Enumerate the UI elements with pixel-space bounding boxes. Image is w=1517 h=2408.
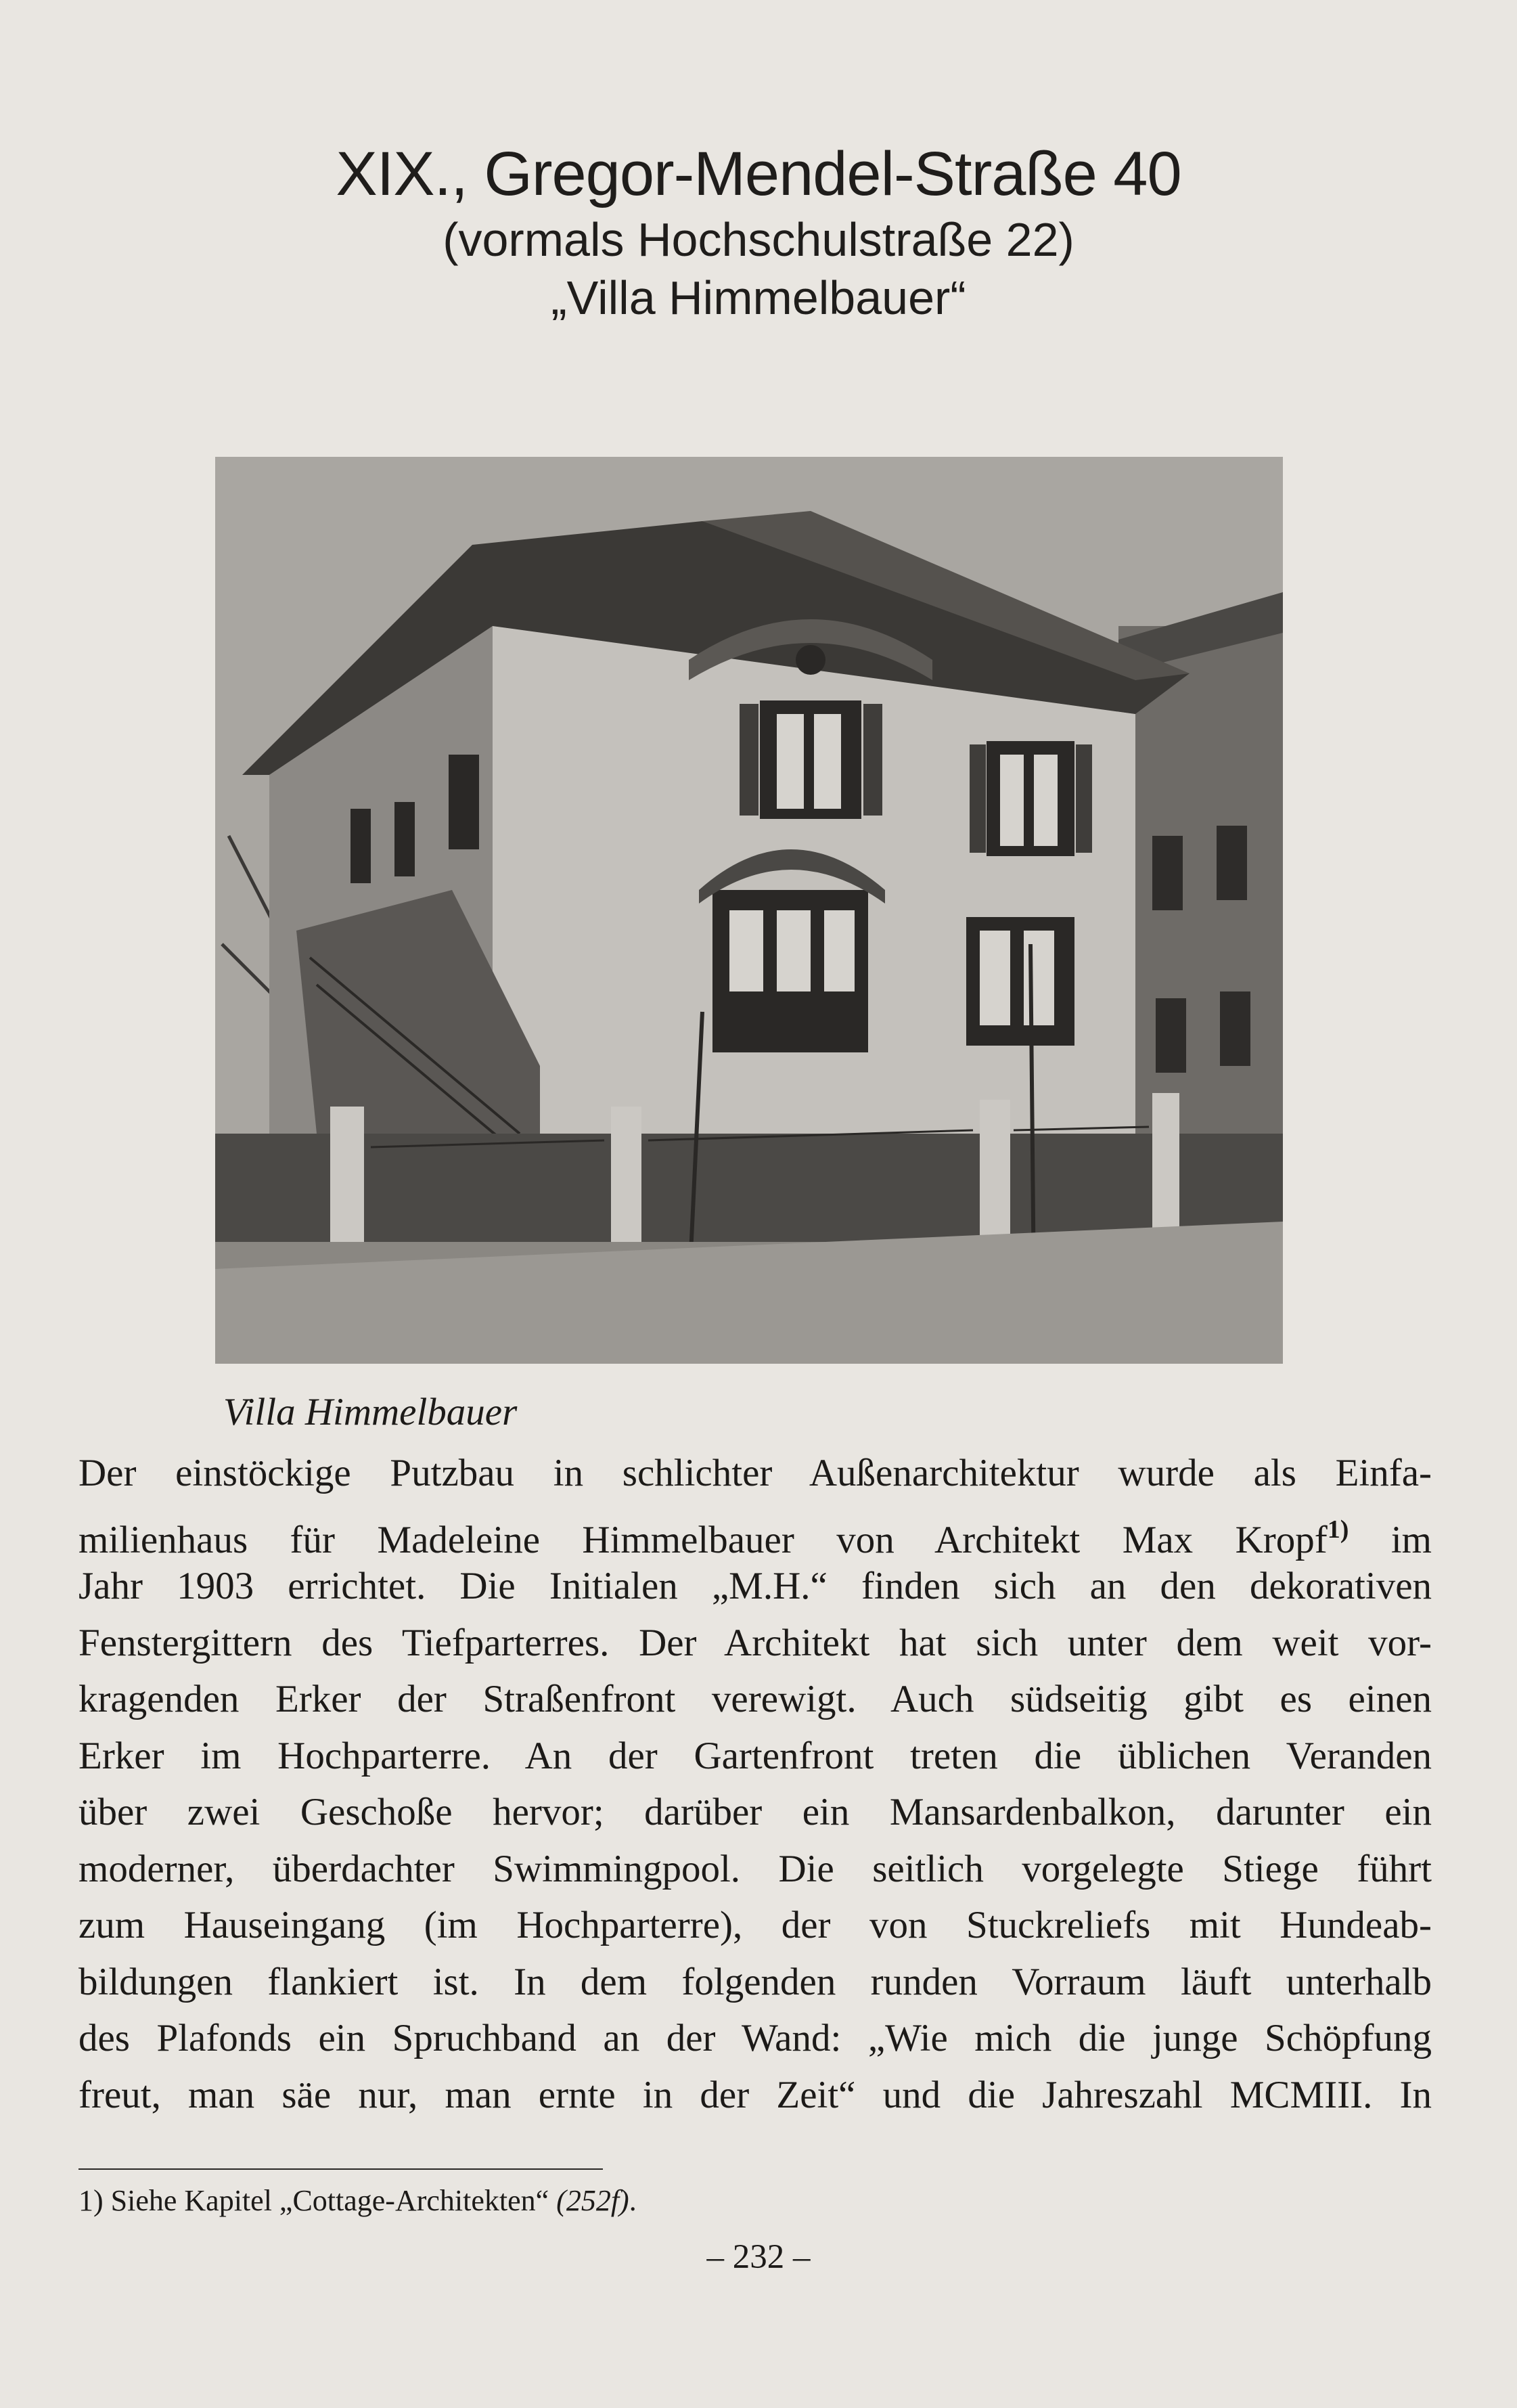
villa-name: „Villa Himmelbauer“ <box>551 271 966 324</box>
photo-caption: Villa Himmelbauer <box>223 1391 518 1433</box>
footnote-end: . <box>629 2184 637 2217</box>
body-line-tail: im <box>1349 1518 1432 1561</box>
body-line: über zwei Geschoße hervor; darüber ein Mansardenbalkon, darunter ein <box>78 1791 1432 1833</box>
body-line: des Plafonds ein Spruchband an der Wand: „Wie mich die junge Schöpfung <box>78 2017 1432 2059</box>
page-number: – 232 – <box>706 2238 811 2276</box>
body-line: kragenden Erker der Straßenfront verewigt. Auch südseitig gibt es einen <box>78 1678 1432 1720</box>
footnote-text: 1) Siehe Kapitel „Cottage-Architekten“ <box>78 2184 557 2217</box>
body-line: Fenstergittern des Tiefparterres. Der Architekt hat sich unter dem weit vor- <box>78 1621 1432 1664</box>
body-line: Erker im Hochparterre. An der Gartenfront treten die üblichen Veranden <box>78 1734 1432 1777</box>
body-paragraph <box>78 1445 1432 2123</box>
body-line <box>78 1502 1432 1559</box>
page-subtitle: (vormals Hochschulstraße 22) <box>443 213 1074 266</box>
page-title: XIX., Gregor-Mendel-Straße 40 <box>336 139 1181 208</box>
villa-photograph <box>215 457 1283 1364</box>
body-line: zum Hauseingang (im Hochparterre), der von Stuckreliefs mit Hundeab- <box>78 1904 1432 1946</box>
heading-block <box>0 139 1517 327</box>
body-line: moderner, überdachter Swimmingpool. Die seitlich vorgelegte Stiege führt <box>78 1847 1432 1890</box>
body-line: freut, man säe nur, man ernte in der Zeit“ und die Jahreszahl MCMIII. In <box>78 2073 1432 2116</box>
body-line: Der einstöckige Putzbau in schlichter Außenarchitektur wurde als Einfa- <box>78 1452 1432 1494</box>
body-line-text: milienhaus für Madeleine Himmelbauer von Architekt Max Kropf <box>78 1518 1328 1561</box>
footnote-marker: 1) <box>1327 1515 1349 1544</box>
body-line: bildungen flankiert ist. In dem folgenden runden Vorraum läuft unterhalb <box>78 1960 1432 2003</box>
footnote <box>78 2181 637 2221</box>
footnote-reference: (252f) <box>556 2184 629 2217</box>
footnote-divider <box>78 2168 603 2170</box>
body-line: Jahr 1903 errichtet. Die Initialen „M.H.“ finden sich an den dekorativen <box>78 1565 1432 1607</box>
photo-neighbour-building <box>1118 626 1283 1222</box>
